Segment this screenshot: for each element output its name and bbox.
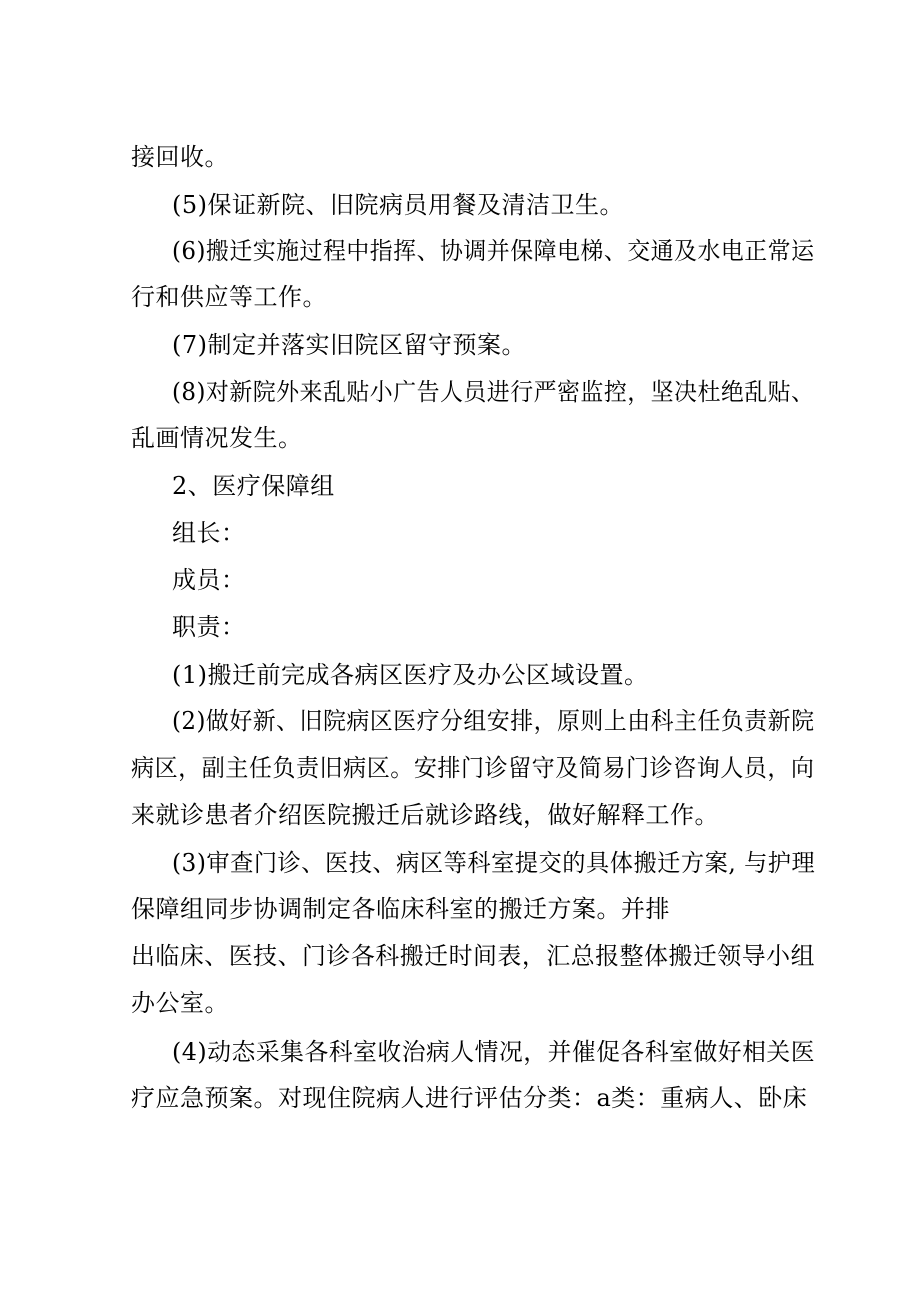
text-line: (3)审查门诊、医技、病区等科室提交的具体搬迁方案, 与护理 [172,849,816,877]
field-label-leader: 组长： [172,519,246,547]
text-line: 接回收。 [131,143,229,171]
field-label-members: 成员： [172,566,246,594]
text-line: 来就诊患者介绍医院搬迁后就诊路线，做好解释工作。 [131,801,719,829]
text-line: (6)搬迁实施过程中指挥、协调并保障电梯、交通及水电正常运 [172,237,815,265]
section-heading: 2、医疗保障组 [172,472,335,500]
text-line: (7)制定并落实旧院区留守预案。 [172,331,526,359]
text-line: (5)保证新院、旧院病员用餐及清洁卫生。 [172,191,624,219]
text-line: 疗应急预案。对现住院病人进行评估分类：a类：重病人、卧床 [131,1084,808,1112]
text-line: 保障组同步协调制定各临床科室的搬迁方案。并排 [131,895,670,923]
text-line: 办公室。 [131,989,229,1017]
text-line: (8)对新院外来乱贴小广告人员进行严密监控，坚决杜绝乱贴、 [172,378,815,406]
text-line: 行和供应等工作。 [131,283,327,311]
text-line: 乱画情况发生。 [131,424,303,452]
text-line: (1)搬迁前完成各病区医疗及办公区域设置。 [172,661,649,689]
text-line: 病区，副主任负责旧病区。安排门诊留守及简易门诊咨询人员，向 [131,754,815,782]
text-line: (2)做好新、旧院病区医疗分组安排，原则上由科主任负责新院 [172,707,815,735]
text-line: 出临床、医技、门诊各科搬迁时间表，汇总报整体搬迁领导小组 [131,942,816,970]
field-label-duties: 职责： [172,613,246,641]
text-line: (4)动态采集各科室收治病人情况，并催促各科室做好相关医 [172,1038,816,1066]
